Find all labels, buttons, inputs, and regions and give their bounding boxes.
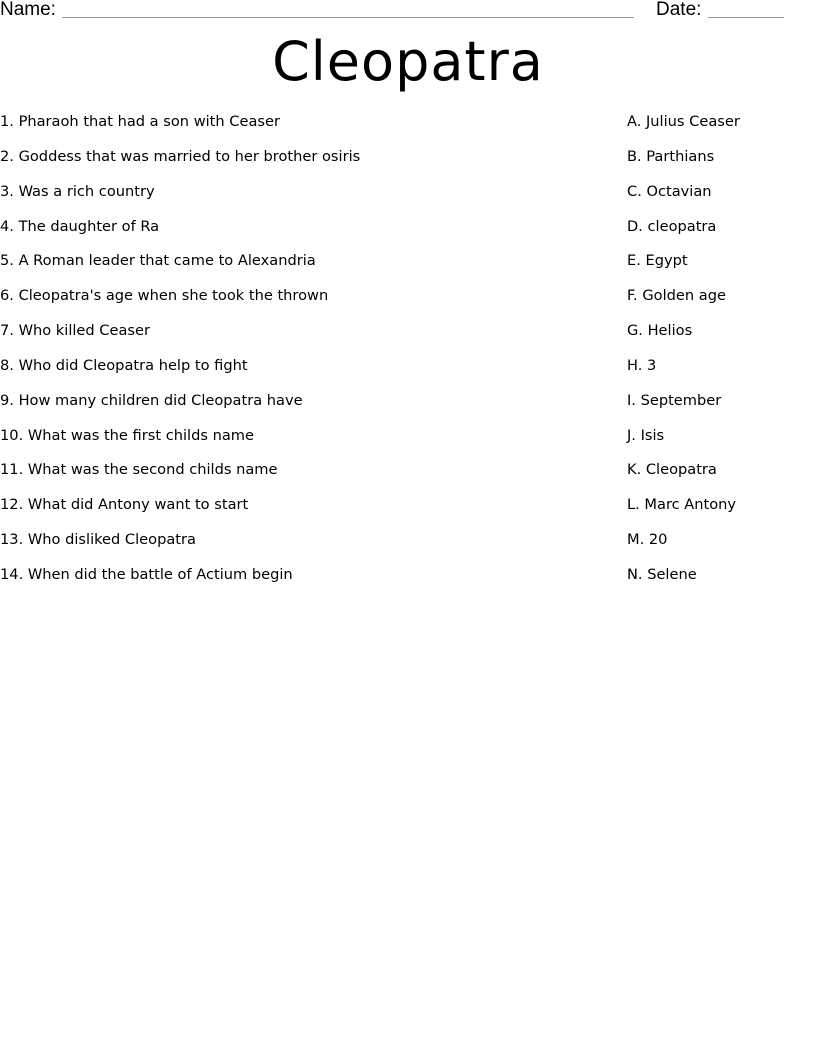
answer-item: A. Julius Ceaser (627, 113, 740, 130)
answer-item: F. Golden age (627, 287, 726, 305)
clue-item: 4. The daughter of Ra (0, 217, 160, 235)
worksheet-header (0, 0, 816, 24)
answer-item: N. Selene (627, 565, 697, 583)
clue-item: 1. Pharaoh that had a son with Ceaser (0, 113, 280, 130)
answer-item: B. Parthians (627, 147, 715, 165)
answer-item: E. Egypt (627, 252, 688, 270)
answer-item: D. cleopatra (627, 217, 717, 235)
clue-item: 6. Cleopatra's age when she took the thrown (0, 287, 329, 305)
name-line[interactable] (62, 17, 634, 18)
page-title: Cleopatra (272, 30, 544, 93)
clue-item: 13. Who disliked Cleopatra (0, 531, 196, 549)
name-label: Name: (0, 0, 56, 20)
answer-list (627, 110, 816, 598)
answer-item: K. Cleopatra (627, 461, 717, 479)
clue-item: 14. When did the battle of Actium begin (0, 565, 293, 583)
answer-item: M. 20 (627, 531, 668, 549)
answer-item: H. 3 (627, 356, 657, 374)
answer-item: C. Octavian (627, 182, 712, 200)
clue-item: 10. What was the first childs name (0, 426, 254, 444)
answer-item: I. September (627, 391, 722, 409)
clue-item: 9. How many children did Cleopatra have (0, 391, 303, 409)
date-line[interactable] (708, 17, 784, 18)
answer-item: L. Marc Antony (627, 496, 737, 514)
clue-item: 3. Was a rich country (0, 182, 155, 200)
clue-item: 5. A Roman leader that came to Alexandria (0, 252, 316, 270)
answer-item: G. Helios (627, 322, 693, 340)
date-label: Date: (656, 0, 702, 20)
clue-item: 8. Who did Cleopatra help to fight (0, 356, 248, 374)
clue-list (0, 110, 600, 598)
clue-item: 2. Goddess that was married to her brother osiris (0, 147, 361, 165)
clue-item: 7. Who killed Ceaser (0, 322, 150, 340)
clue-item: 11. What was the second childs name (0, 461, 278, 479)
answer-item: J. Isis (627, 426, 665, 444)
clue-item: 12. What did Antony want to start (0, 496, 249, 514)
